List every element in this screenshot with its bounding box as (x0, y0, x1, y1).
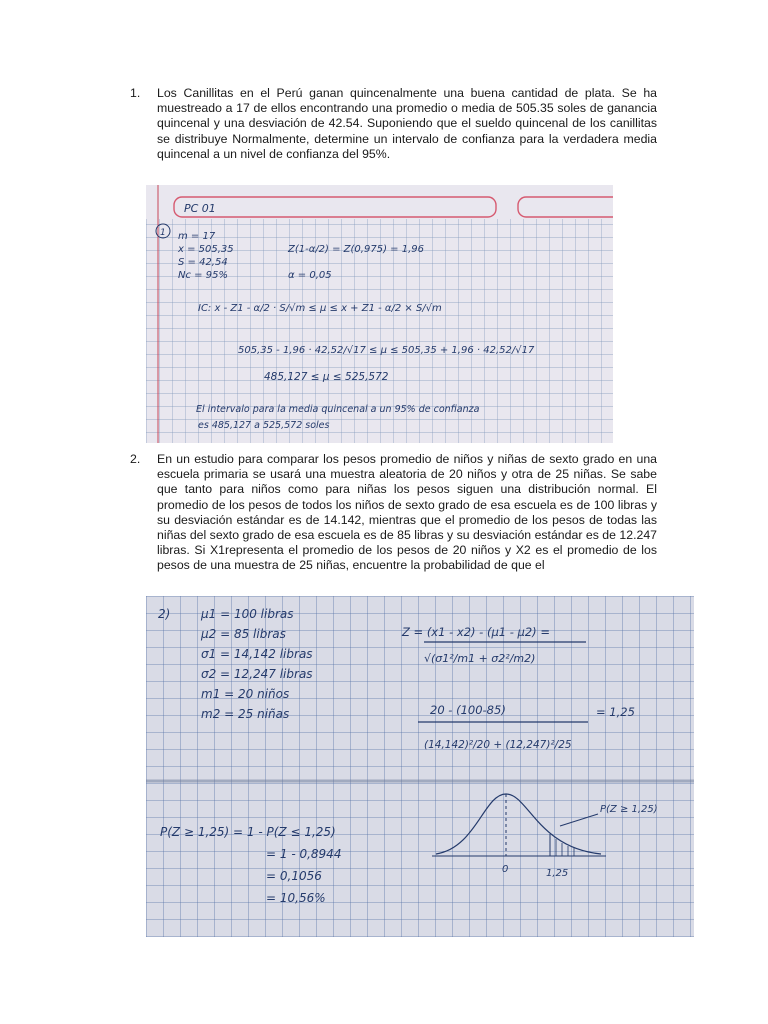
photo1-result-line: 485,127 ≤ μ ≤ 525,572 (264, 371, 389, 383)
photo1-alpha-line: α = 0,05 (288, 270, 332, 281)
problem-1 (130, 86, 657, 162)
photo1-given-2: x = 505,35 (178, 244, 234, 255)
handwritten-photo-1 (146, 185, 613, 443)
photo1-conclusion-2: es 485,127 a 525,572 soles (198, 420, 330, 431)
problem-1-text: Los Canillitas en el Perú ganan quincenalmente una buena cantidad de plata. Se ha muestreado a 17 de ellos encontrando una promedio o media de 505.35 soles de ganancia quincenal y una desviación de 42.54. Suponiendo que el sueldo quincenal de los canillitas se distribuye Normalmente, determine un intervalo de confianza para la verdadera media quincenal a un nivel de confianza del 95%. (157, 86, 657, 161)
photo1-given-4: Nc = 95% (178, 270, 228, 281)
problem-2-text: En un estudio para comparar los pesos promedio de niños y niñas de sexto grado en una escuela primaria se usará una muestra aleatoria de 20 niños y otra de 25 niñas. Se sabe que tanto para niños como para niñas los pesos siguen una distribución normal. El promedio de los pesos de todos los niños de sexto grado de esa escuela es de 100 libras y su desviación estándar es de 14.142, mientras que el promedio de los pesos de todas las niñas del sexto grado de esa escuela es de 85 libras y su desviación estándar es de 12.247 libras. Si X1representa el promedio de los pesos de 20 niños y X2 es el promedio de los pesos de una muestra de 25 niñas, encuentre la probabilidad de que el (157, 452, 657, 573)
photo2-z-formula: Z = (x1 - x2) - (μ1 - μ2) = (402, 625, 550, 639)
photo2-z-result: = 1,25 (596, 705, 635, 719)
photo1-z-line: Z(1-α/2) = Z(0,975) = 1,96 (288, 244, 424, 255)
photo2-numerator-sub: 20 - (100-85) (430, 703, 506, 717)
photo2-axis-zero: 0 (502, 864, 509, 875)
photo2-prob-line-3: = 0,1056 (266, 869, 322, 883)
photo1-calc-line: 505,35 - 1,96 · 42,52/√17 ≤ μ ≤ 505,35 + 1,96 · 42,52/√17 (238, 345, 535, 356)
handwritten-photo-2 (146, 596, 694, 937)
photo2-prob-line-4: = 10,56% (266, 891, 326, 905)
photo1-circle-number: 1 (160, 228, 166, 238)
photo2-given-2: μ2 = 85 libras (201, 627, 286, 641)
photo1-given-3: S = 42,54 (178, 257, 228, 268)
photo2-given-4: σ2 = 12,247 libras (201, 667, 313, 681)
photo2-axis-z: 1,25 (546, 868, 569, 879)
photo1-given-1: m = 17 (178, 231, 216, 242)
photo2-denominator-sub: (14,142)²/20 + (12,247)²/25 (424, 739, 572, 751)
photo2-curve-label: P(Z ≥ 1,25) (600, 804, 658, 815)
photo2-label: 2) (158, 607, 171, 621)
problem-2 (130, 452, 657, 574)
problem-1-number: 1. (130, 86, 141, 100)
photo2-prob-line-2: = 1 - 0,8944 (266, 847, 342, 861)
photo1-conclusion-1: El intervalo para la media quincenal a un 95% de confianza (196, 404, 480, 415)
photo2-prob-line-1: P(Z ≥ 1,25) = 1 - P(Z ≤ 1,25) (160, 825, 336, 839)
photo2-given-5: m1 = 20 niños (201, 687, 290, 701)
photo1-ic-line: IC: x - Z1 - α/2 · S/√m ≤ μ ≤ x + Z1 - α/2 × S/√m (198, 303, 442, 314)
photo2-z-denominator: √(σ1²/m1 + σ2²/m2) (424, 652, 536, 665)
photo2-given-1: μ1 = 100 libras (201, 607, 294, 621)
problem-2-number: 2. (130, 452, 141, 466)
photo2-given-3: σ1 = 14,142 libras (201, 647, 313, 661)
photo2-given-6: m2 = 25 niñas (201, 707, 290, 721)
photo1-header: PC 01 (184, 202, 216, 215)
